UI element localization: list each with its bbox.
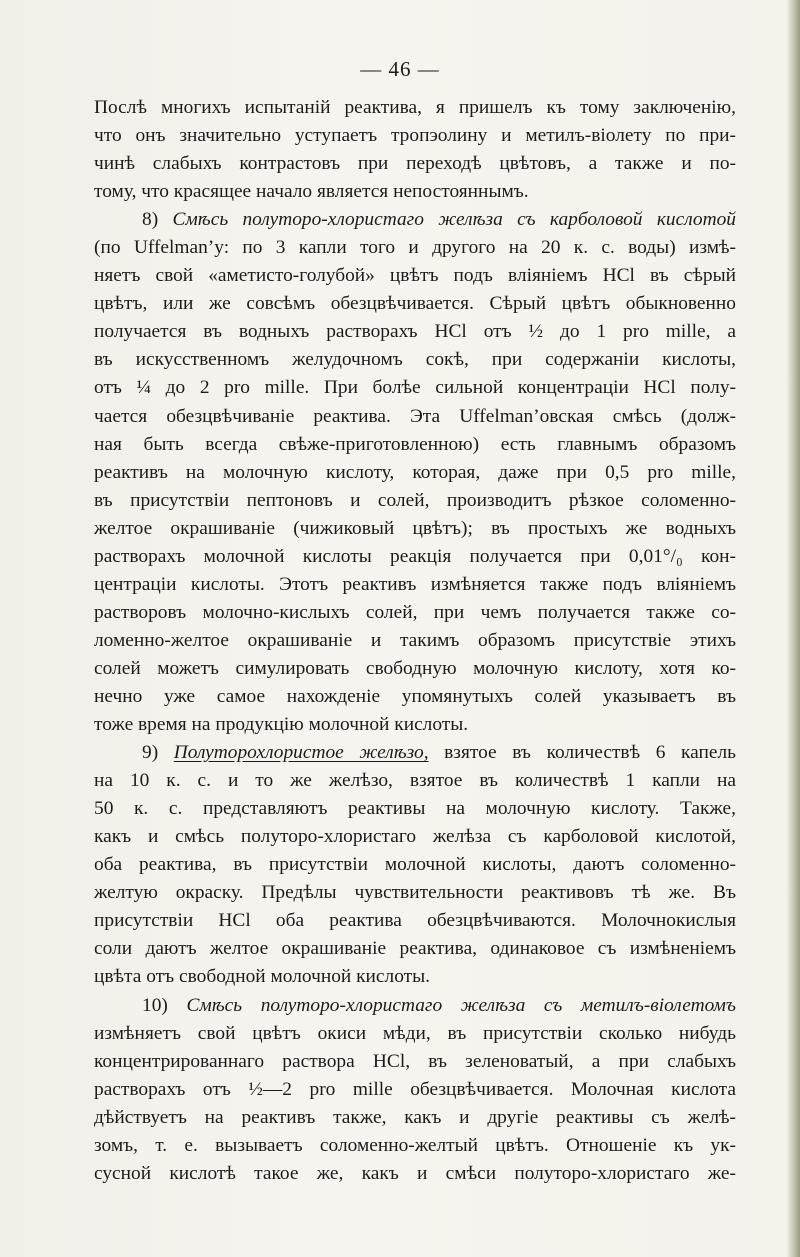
section-number: 10)	[142, 994, 187, 1016]
line-text: чается обезцвѣчиваніе реактива. Эта Uffelman’овская смѣсь (долж-	[94, 405, 736, 427]
text-line	[94, 711, 736, 739]
text-line	[94, 683, 736, 711]
text-line	[94, 795, 736, 823]
section-number: 8)	[142, 209, 173, 231]
page-edge-shadow	[786, 0, 800, 1257]
line-text: получается въ водныхъ растворахъ HCl отъ ½ до 1 pro mille, а	[94, 321, 736, 343]
text-line	[94, 122, 736, 150]
text-line	[94, 571, 736, 599]
text-line	[94, 823, 736, 851]
text-line	[94, 543, 736, 571]
line-text: растворахъ молочной кислоты реакція получается при 0,01°/₀ кон-	[94, 545, 736, 567]
text-line	[94, 599, 736, 627]
line-text: растворахъ отъ ½—2 pro mille обезцвѣчивается. Молочная кислота	[94, 1078, 736, 1100]
text-line	[94, 178, 736, 206]
text-line	[94, 290, 736, 318]
line-text: зомъ, т. е. вызываетъ соломенно-желтый цвѣтъ. Отношеніе къ ук-	[94, 1134, 736, 1156]
text-line	[94, 879, 736, 907]
text-line	[94, 94, 736, 122]
text-line	[94, 1076, 736, 1104]
text-line	[94, 935, 736, 963]
line-text: въ присутствіи пептоновъ и солей, производитъ рѣзкое соломенно-	[94, 489, 736, 511]
text-line	[94, 1160, 736, 1188]
text-line	[94, 1048, 736, 1076]
section-heading: Полуторохлористое желѣзо,	[173, 742, 429, 764]
text-line	[94, 767, 736, 795]
section-heading: Смѣсь полуторо-хлористаго желѣза съ карболовой кислотой	[172, 209, 736, 231]
text-line	[94, 234, 736, 262]
text-line	[94, 627, 736, 655]
line-text: концентрированнаго раствора HCl, въ зеленоватый, а при слабыхъ	[94, 1050, 736, 1072]
line-text: Послѣ многихъ испытаній реактива, я пришелъ къ тому заключенію,	[94, 97, 736, 118]
line-text: ломенно-желтое окрашиваніе и такимъ образомъ присутствіе этихъ	[94, 629, 736, 651]
text-line	[94, 431, 736, 459]
text-line	[94, 262, 736, 290]
line-text: реактивъ на молочную кислоту, которая, даже при 0,5 pro mille,	[94, 461, 736, 483]
line-text: желтую окраску. Предѣлы чувствительности реактивовъ тѣ же. Въ	[94, 882, 736, 904]
line-text: тому, что красящее начало является непостояннымъ.	[94, 181, 529, 203]
text-line	[94, 318, 736, 346]
line-text: измѣняетъ свой цвѣтъ окиси мѣди, въ присутствіи сколько нибудь	[94, 1022, 736, 1044]
line-text: въ искусственномъ желудочномъ сокѣ, при содержаніи кислоты,	[94, 349, 736, 371]
line-text: растворовъ молочно-кислыхъ солей, при чемъ получается также со-	[94, 601, 736, 623]
line-text: на 10 к. с. и то же желѣзо, взятое въ количествѣ 1 капли на	[94, 770, 736, 792]
line-text: нечно уже самое нахожденіе упомянутыхъ солей указываетъ въ	[94, 685, 736, 707]
text-line	[94, 992, 736, 1020]
line-text: 50 к. с. представляютъ реактивы на молочную кислоту. Также,	[94, 798, 736, 820]
line-text: чинѣ слабыхъ контрастовъ при переходѣ цвѣтовъ, а также и по-	[94, 153, 736, 175]
line-text: что онъ значительно уступаетъ тропэолину и метилъ-віолету по при-	[94, 125, 736, 147]
text-line	[94, 739, 736, 767]
section-heading: Смѣсь полуторо-хлористаго желѣза съ метилъ-віолетомъ	[186, 994, 736, 1016]
text-line	[94, 1020, 736, 1048]
text-line	[94, 150, 736, 178]
line-text: присутствіи HCl оба реактива обезцвѣчиваются. Молочнокислыя	[94, 910, 736, 932]
text-line	[94, 1104, 736, 1132]
text-line	[94, 907, 736, 935]
line-text: желтое окрашиваніе (чижиковый цвѣтъ); въ простыхъ же водныхъ	[94, 517, 736, 539]
text-line	[94, 374, 736, 402]
line-text: оба реактива, въ присутствіи молочной кислоты, даютъ соломенно-	[94, 854, 736, 876]
page-number: — 46 —	[360, 57, 440, 81]
line-text: центраціи кислоты. Этотъ реактивъ измѣняется также подъ вліяніемъ	[94, 573, 736, 595]
line-text: ная быть всегда свѣже-приготовленною) есть главнымъ образомъ	[94, 433, 736, 455]
line-text: цвѣтъ, или же совсѣмъ обезцвѣчивается. Сѣрый цвѣтъ обыкновенно	[94, 293, 736, 315]
line-text: няетъ свой «аметисто-голубой» цвѣтъ подъ вліяніемъ HCl въ сѣрый	[94, 265, 736, 287]
text-line	[94, 206, 736, 234]
line-text: тоже время на продукцію молочной кислоты.	[94, 714, 469, 736]
section-number: 9)	[142, 742, 174, 764]
text-line	[94, 1132, 736, 1160]
text-line	[94, 487, 736, 515]
text-line	[94, 515, 736, 543]
line-text: сусной кислотѣ такое же, какъ и смѣси полуторо-хлористаго же-	[94, 1162, 736, 1184]
text-line	[94, 963, 736, 991]
text-line	[94, 403, 736, 431]
line-text: цвѣта отъ свободной молочной кислоты.	[94, 966, 431, 988]
line-text: взятое въ количествѣ 6 капель	[428, 742, 736, 764]
text-line	[94, 851, 736, 879]
text-line	[94, 459, 736, 487]
line-text: солей можетъ симулировать свободную молочную кислоту, хотя ко-	[94, 657, 736, 679]
line-text: дѣйствуетъ на реактивъ также, какъ и другіе реактивы съ желѣ-	[94, 1106, 736, 1128]
line-text: соли даютъ желтое окрашиваніе реактива, одинаковое съ измѣненіемъ	[94, 938, 736, 960]
text-line	[94, 655, 736, 683]
line-text: отъ ¼ до 2 pro mille. При болѣе сильной концентраціи HCl полу-	[94, 377, 736, 399]
page-body-text	[94, 94, 736, 1188]
text-line	[94, 346, 736, 374]
line-text: (по Uffelman’у: по 3 капли того и другого на 20 к. с. воды) измѣ-	[94, 237, 736, 259]
line-text: какъ и смѣсь полуторо-хлористаго желѣза съ карболовой кислотой,	[94, 826, 736, 848]
